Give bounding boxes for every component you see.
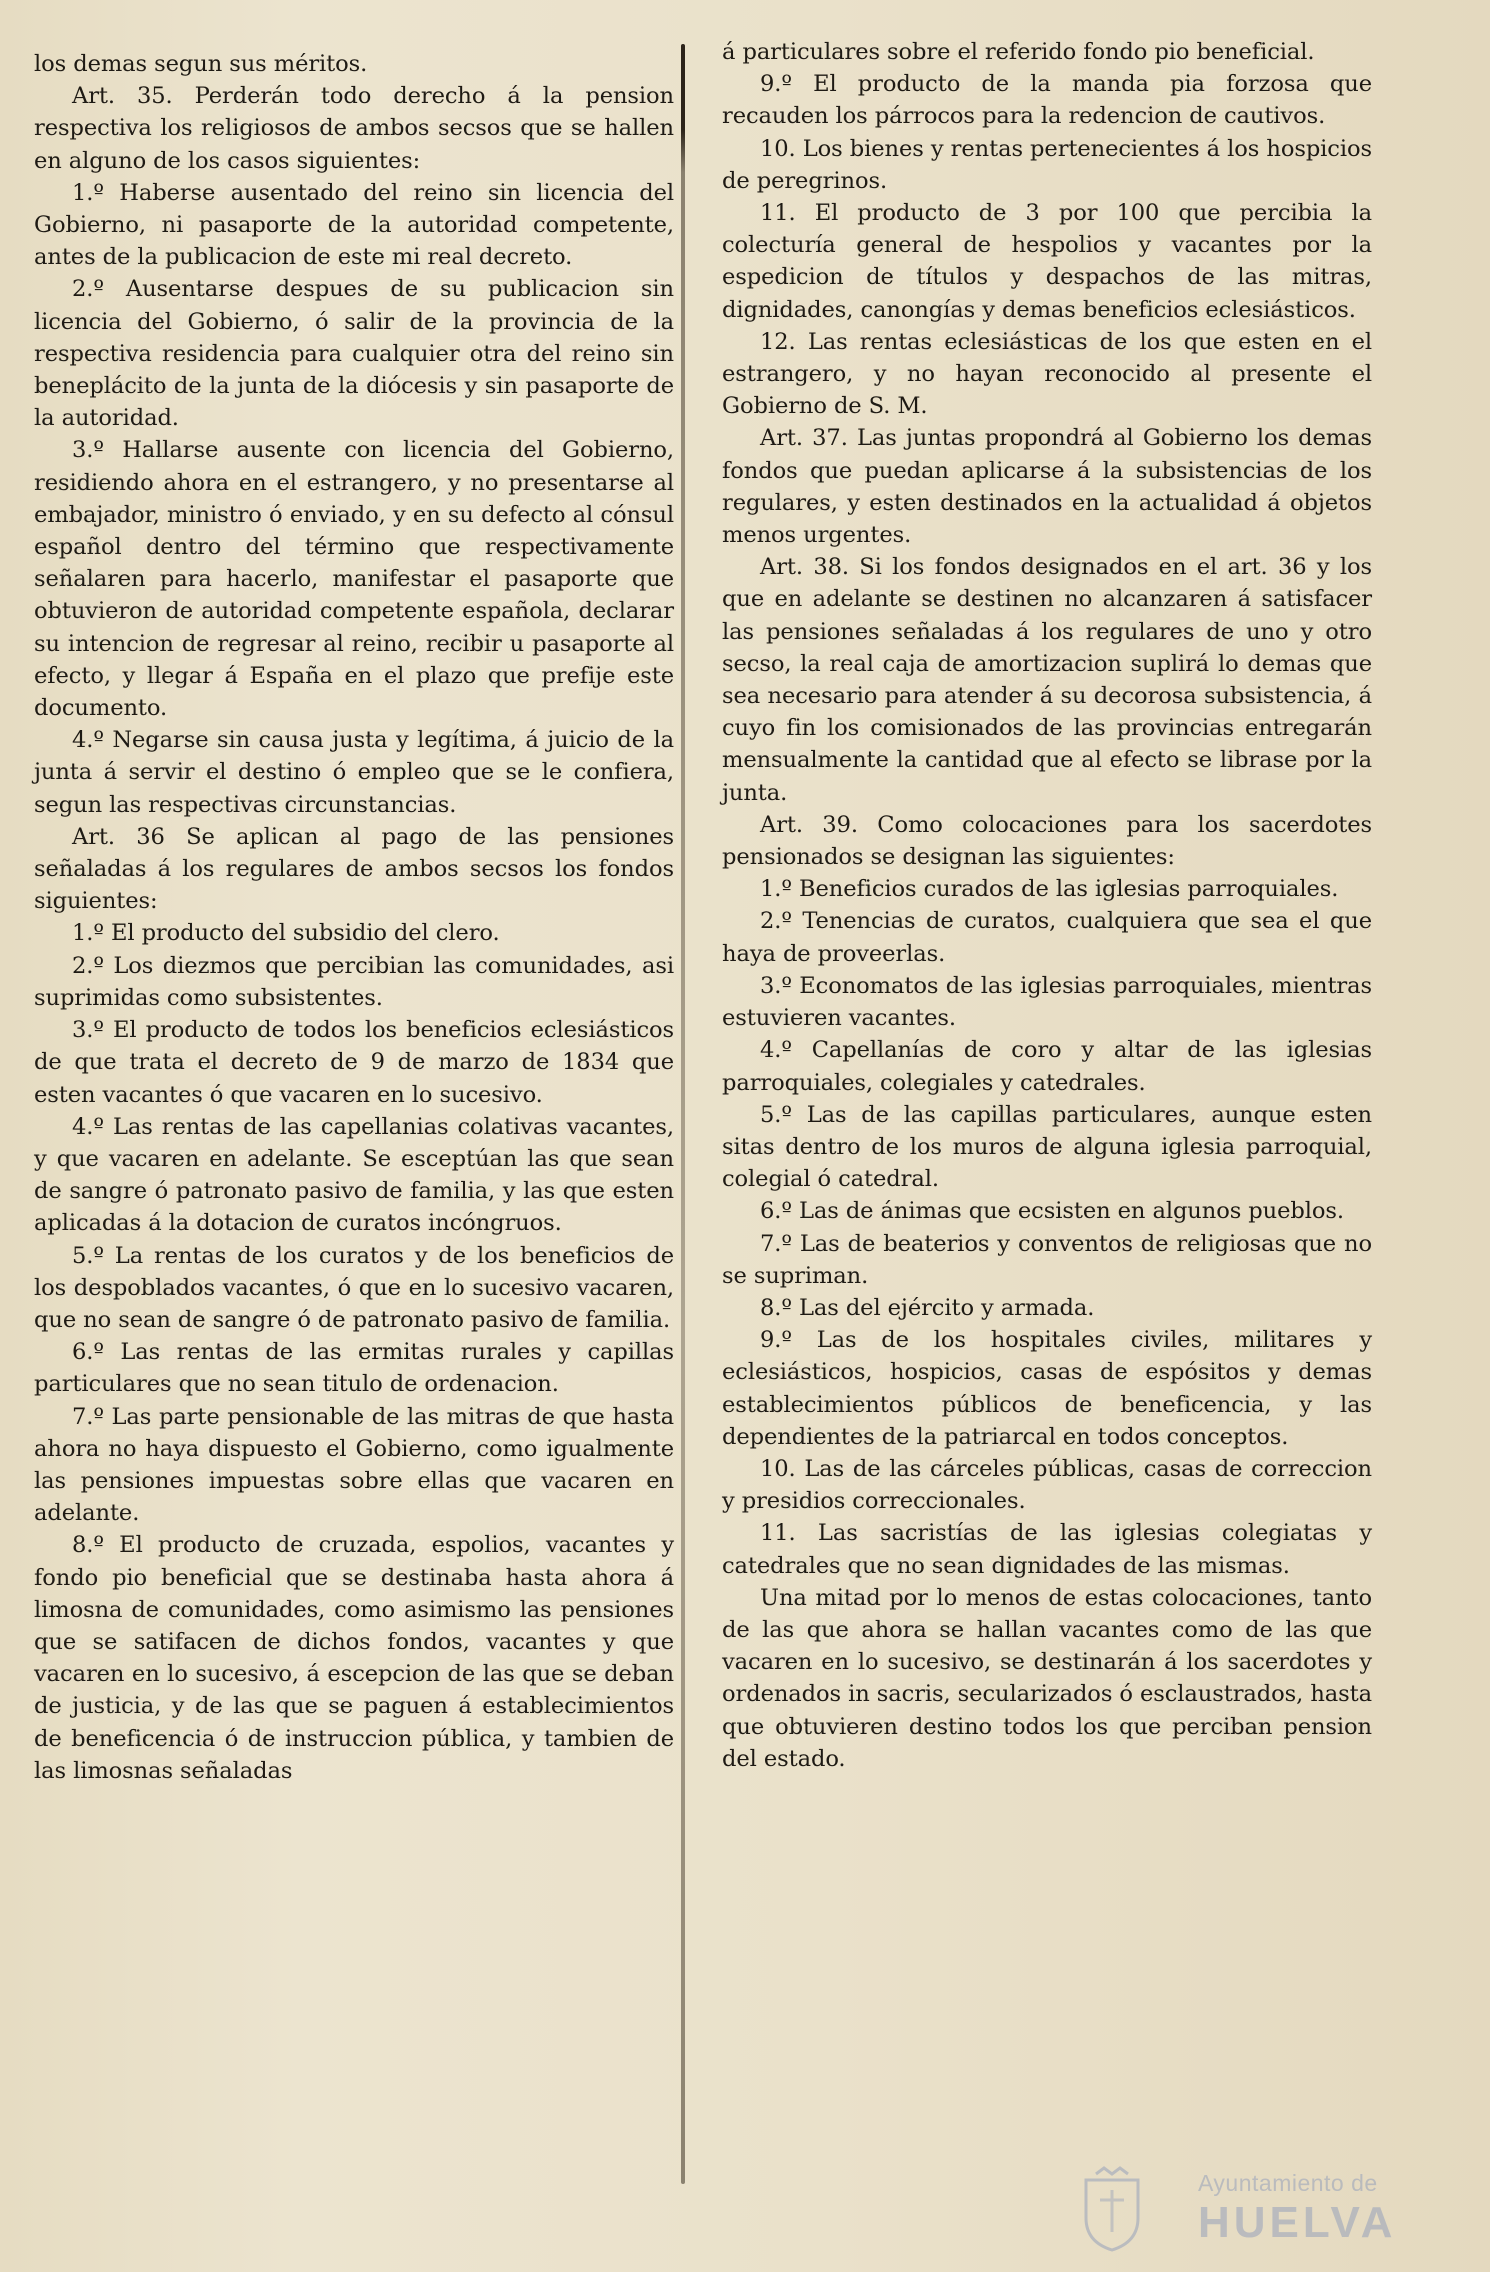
art36-item-9: 9.º El producto de la manda pia forzosa que recauden los párrocos para la redencion de cautivos. (722, 71, 1372, 130)
art39-item-5: 5.º Las de las capillas particulares, aunque esten sitas dentro de los muros de alguna iglesia parroquial, colegial ó catedral. (722, 1101, 1372, 1193)
watermark-line-2: HUELVA (1198, 2198, 1397, 2247)
art35-item-3: 3.º Hallarse ausente con licencia del Gobierno, residiendo ahora en el estrangero, y no presentarse al embajador, ministro ó enviado, y en su defecto al cónsul español dentro del término que respectivamente señalaren para hacerlo, manifestar el pasaporte que obtuvieron de autoridad competente española, declarar su intencion de regresar al reino, recibir u pasaporte al efecto, y llegar á España en el plazo que prefije este documento. (34, 437, 674, 722)
art35-item-4: 4.º Negarse sin causa justa y legítima, á juicio de la junta á servir el destino ó empleo que se le confiera, segun las respectivas circunstancias. (34, 727, 674, 818)
article-39: Art. 39. Como colocaciones para los sacerdotes pensionados se designan las siguientes: (722, 811, 1372, 871)
art39-item-6: 6.º Las de ánimas que ecsisten en algunos pueblos. (760, 1198, 1344, 1225)
art36-item-5: 5.º La rentas de los curatos y de los beneficios de los despoblados vacantes, ó que en lo sucesivo vacaren, que no sean de sangre ó de patronato pasivo de familia. (34, 1242, 674, 1333)
paragraph-continuation: á particulares sobre el referido fondo pio beneficial. (722, 39, 1315, 65)
art39-item-10: 10. Las de las cárceles públicas, casas de correccion y presidios correccionales. (722, 1455, 1372, 1515)
article-36: Art. 36 Se aplican al pago de las pensiones señaladas á los regulares de ambos secsos los fondos siguientes: (34, 823, 674, 915)
art36-item-2: 2.º Los diezmos que percibian las comunidades, asi suprimidas como subsistentes. (34, 952, 674, 1011)
art36-item-3: 3.º El producto de todos los beneficios eclesiásticos de que trata el decreto de 9 de marzo de 1834 que esten vacantes ó que vacaren en lo sucesivo. (34, 1017, 674, 1108)
art36-item-4: 4.º Las rentas de las capellanias colativas vacantes, y que vacaren en adelante. Se esceptúan las que sean de sangre ó patronato pasivo de familia, y las que esten aplicadas á la dotacion de curatos incóngruos. (34, 1113, 674, 1237)
left-column (34, 48, 674, 1787)
art36-item-1: 1.º El producto del subsidio del clero. (72, 920, 500, 947)
art35-item-1: 1.º Haberse ausentado del reino sin licencia del Gobierno, ni pasaporte de la autoridad competente, antes de la publicacion de este mi real decreto. (34, 179, 674, 271)
art39-item-2: 2.º Tenencias de curatos, cualquiera que sea el que haya de proveerlas. (722, 908, 1372, 967)
art39-item-7: 7.º Las de beaterios y conventos de religiosas que no se supriman. (722, 1230, 1372, 1289)
article-38: Art. 38. Si los fondos designados en el art. 36 y los que en adelante se destinen no alcanzaren á satisfacer las pensiones señaladas á los regulares de uno y otro secso, la real caja de amortizacion suplirá lo demas que sea necesario para atender á su decorosa subsistencia, á cuyo fin los comisionados de las provincias entregarán mensualmente la cantidad que al efecto se librase por la junta. (722, 554, 1372, 806)
art36-item-8: 8.º El producto de cruzada, espolios, vacantes y fondo pio beneficial que se destinaba hasta ahora á limosna de comunidades, como asimismo las pensiones que se satifacen de dichos fondos, vacantes y que vacaren en lo sucesivo, á escepcion de las que se deban de justicia, y de las que se paguen á establecimientos de beneficencia ó de instruccion pública, y tambien de las limosnas señaladas (34, 1532, 674, 1784)
closing-paragraph: Una mitad por lo menos de estas colocaciones, tanto de las que ahora se hallan vacantes como de las que vacaren en lo sucesivo, se destinarán á los sacerdotes y ordenados in sacris, secularizados ó esclaustrados, hasta que obtuvieren destino todos los que perciban pension del estado. (722, 1584, 1372, 1772)
art36-item-7: 7.º Las parte pensionable de las mitras de que hasta ahora no haya dispuesto el Gobierno, como igualmente las pensiones impuestas sobre ellas que vacaren en adelante. (34, 1403, 674, 1527)
archive-watermark (1080, 2160, 1440, 2260)
art39-item-8: 8.º Las del ejército y armada. (760, 1294, 1095, 1321)
article-37: Art. 37. Las juntas propondrá al Gobierno los demas fondos que puedan aplicarse á la subsistencias de los regulares, y esten destinados en la actualidad á objetos menos urgentes. (722, 425, 1372, 549)
art36-item-6: 6.º Las rentas de las ermitas rurales y capillas particulares que no sean titulo de ordenacion. (34, 1339, 674, 1398)
art39-item-3: 3.º Economatos de las iglesias parroquiales, mientras estuvieren vacantes. (722, 972, 1372, 1032)
column-divider (681, 44, 685, 2184)
art36-item-12: 12. Las rentas eclesiásticas de los que esten en el estrangero, y no hayan reconocido al presente el Gobierno de S. M. (722, 328, 1372, 420)
art39-item-9: 9.º Las de los hospitales civiles, militares y eclesiásticos, hospicios, casas de espósitos y demas establecimientos públicos de beneficencia, y las dependientes de la patriarcal en todos conceptos. (722, 1327, 1372, 1450)
right-column (722, 36, 1372, 1775)
art36-item-11: 11. El producto de 3 por 100 que percibia la colecturía general de hespolios y vacantes por la espedicion de títulos y despachos de las mitras, dignidades, canongías y demas beneficios eclesiásticos. (722, 200, 1372, 323)
paragraph-continuation: los demas segun sus méritos. (34, 51, 368, 77)
art39-item-11: 11. Las sacristías de las iglesias colegiatas y catedrales que no sean dignidades de las mismas. (722, 1520, 1372, 1579)
art39-item-4: 4.º Capellanías de coro y altar de las iglesias parroquiales, colegiales y catedrales. (722, 1037, 1372, 1096)
watermark-line-1: Ayuntamiento de (1198, 2170, 1378, 2196)
coat-of-arms-icon (1080, 2166, 1144, 2254)
art36-item-10: 10. Los bienes y rentas pertenecientes á los hospicios de peregrinos. (722, 135, 1372, 194)
art39-item-1: 1.º Beneficios curados de las iglesias parroquiales. (760, 876, 1339, 903)
article-35: Art. 35. Perderán todo derecho á la pension respectiva los religiosos de ambos secsos que se hallen en alguno de los casos siguientes: (34, 83, 674, 174)
art35-item-2: 2.º Ausentarse despues de su publicacion sin licencia del Gobierno, ó salir de la provincia de la respectiva residencia para cualquier otra del reino sin beneplácito de la junta de la diócesis y sin pasaporte de la autoridad. (34, 276, 674, 432)
